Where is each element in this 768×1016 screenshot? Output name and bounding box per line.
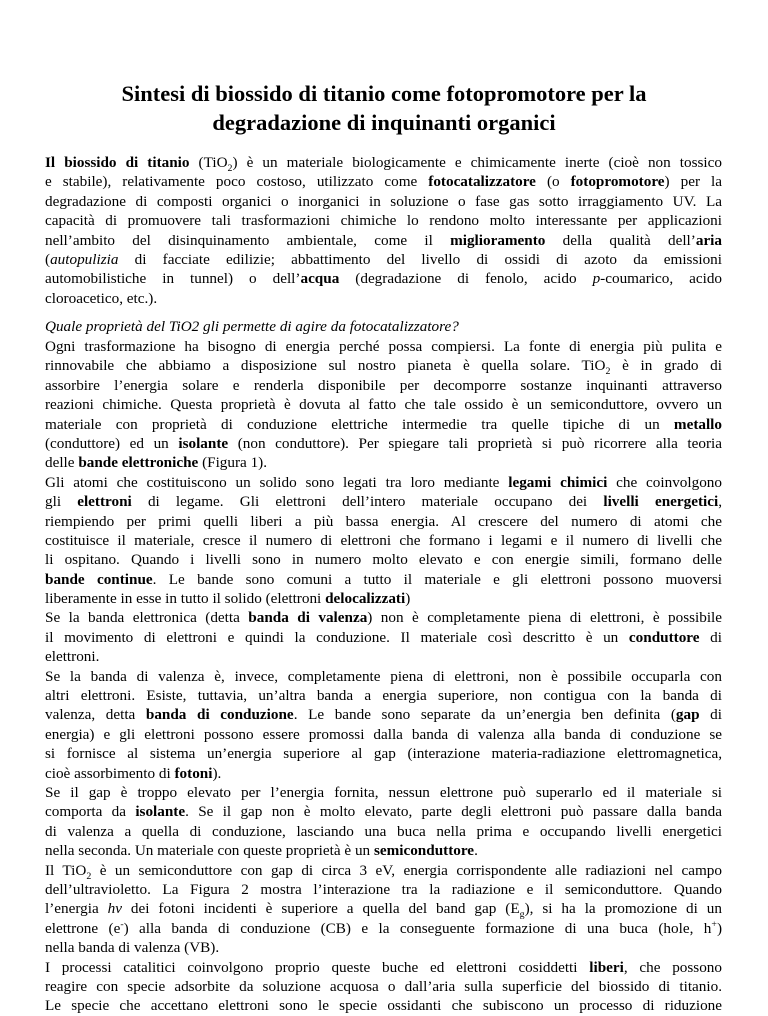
text-line: automobilistiche in tunnel) o dell’acqua (degradazione di fenolo, acido p-coumarico, acido: [45, 270, 723, 288]
text-line: dell’ultravioletto. La Figura 2 mostra l’interazione tra la radiazione e il semiconduttore. Quando: [45, 880, 722, 898]
text-line: nell’ambito del disinquinamento ambientale, come il miglioramento della qualità dell’aria: [45, 231, 722, 249]
text-line: cloroacetico, etc.).: [45, 289, 158, 307]
text-line: di valenza a quella di conduzione, lasciando una buca nella prima e occupando livelli energetici: [45, 822, 722, 840]
text-line: (conduttore) ed un isolante (non conduttore). Per spiegare tali proprietà si può ricorrere alla teoria: [45, 434, 722, 452]
text-line: materiale con proprietà di conduzione elettriche intermedie tra quelle tipiche di un metallo: [45, 415, 722, 433]
text-line: elettrone (e-) alla banda di conduzione (CB) e la conseguente formazione di una buca (hole, h+): [45, 918, 722, 937]
body-paragraphs: [45, 337, 722, 1016]
text-line: assorbire l’energia solare e renderla disponibile per decomporre sostanze inquinanti attraverso: [45, 376, 722, 394]
text-line: reazioni chimiche. Questa proprietà è dovuta al fatto che tale ossido è un semiconduttore, ovvero un: [45, 396, 722, 414]
text-line: l’energia hν dei fotoni incidenti è superiore a quella del band gap $(E_g)$, si ha la promozione di un: [45, 900, 722, 921]
text-line: Il biossido di titanio (TiO$_2$) è un materiale biologicamente e chimicamente inerte (cioè non tossico: [45, 154, 722, 175]
title-line-2: degradazione di inquinanti organici: [212, 110, 556, 135]
text-line: li ospitano. Quando i livelli sono in numero molto elevato e con energie simili, formano delle: [45, 551, 722, 569]
question-heading: [45, 317, 722, 336]
page-title: [60, 79, 708, 137]
text-line: nella seconda. Un materiale con queste proprietà è un semiconduttore.: [45, 842, 478, 860]
text-line: valenza, detta banda di conduzione. Le bande sono separate da un’energia ben definita (gap di: [45, 706, 722, 724]
text-line: nella banda di valenza (VB).: [45, 939, 220, 957]
text-line: si fornisce al sistema un’energia superiore al gap (interazione materia-radiazione elettromagnetica,: [45, 745, 722, 763]
text-line: e stabile), relativamente poco costoso, utilizzato come fotocatalizzatore (o fotopromotore) per la: [45, 173, 722, 191]
text-line: Se la banda di valenza è, invece, completamente piena di elettroni, non è possibile occuparla con: [45, 667, 722, 685]
text-line: rinnovabile che abbiamo a disposizione sul nostro pianeta è quella solare. TiO$_2$ è in grado di: [45, 357, 722, 378]
text-line: I processi catalitici coinvolgono proprio queste buche ed elettroni cosiddetti liberi, che possono: [45, 958, 722, 976]
text-line: delle bande elettroniche (Figura 1).: [45, 454, 268, 472]
title-line-1: Sintesi di biossido di titanio come fotopromotore per la: [121, 81, 647, 106]
text-line: riempiendo per primi quelli liberi a più bassa energia. Al crescere del numero di atomi che: [45, 512, 722, 530]
text-line: Se la banda elettronica (detta banda di valenza) non è completamente piena di elettroni, è possibile: [45, 609, 723, 627]
question-text: Quale proprietà del TiO2 gli permette di agire da fotocatalizzatore?: [45, 318, 459, 335]
text-line: Le specie che accettano elettroni sono le specie ossidanti che subiscono un processo di riduzione: [45, 997, 722, 1015]
text-line: liberamente in esse in tutto il solido (elettroni delocalizzati): [45, 590, 411, 608]
text-line: (autopulizia di facciate edilizie; abbattimento del livello di ossidi di azoto da emissioni: [45, 250, 722, 268]
text-line: altri elettroni. Esiste, tuttavia, un’altra banda a energia superiore, non contigua con la banda di: [45, 687, 722, 705]
text-line: energia) e gli elettroni possono essere promossi dalla banda di valenza alla banda di conduzione se: [45, 725, 722, 743]
text-line: comporta da isolante. Se il gap non è molto elevato, parte degli elettroni può passare dalla banda: [45, 803, 722, 821]
text-line: degradazione di composti organici o inorganici in soluzione o fase gas sotto irraggiamento UV. La: [45, 192, 722, 210]
text-line: reagire con specie adsorbite da soluzione acquosa o dall’aria sulla superficie del biossido di titanio.: [45, 977, 722, 995]
text-line: costituisce il materiale, cresce il numero di elettroni che formano i legami e il numero di livelli che: [45, 531, 722, 549]
text-line: elettroni.: [45, 648, 100, 666]
text-line: capacità di promuovere tali trasformazioni chimiche lo rendono molto interessante per applicazioni: [45, 212, 722, 230]
text-line: Il TiO$_2$ è un semiconduttore con gap di circa 3 eV, energia corrispondente alle radiazioni nel campo: [45, 861, 722, 882]
text-line: Gli atomi che costituiscono un solido sono legati tra loro mediante legami chimici che coinvolgono: [45, 473, 722, 491]
text-line: gli elettroni di legame. Gli elettroni dell’intero materiale occupano dei livelli energetici,: [45, 493, 722, 511]
text-line: Se il gap è troppo elevato per l’energia fornita, nessun elettrone può superarlo ed il materiale si: [45, 783, 722, 801]
text-line: cioè assorbimento di fotoni).: [45, 764, 222, 782]
text-line: il movimento di elettroni e quindi la conduzione. Il materiale così descritto è un conduttore di: [45, 628, 722, 646]
intro-paragraph: [45, 153, 722, 308]
text-line: bande continue. Le bande sono comuni a tutto il materiale e gli elettroni possono muoversi: [45, 570, 722, 588]
text-line: Ogni trasformazione ha bisogno di energia perché possa compiersi. La fonte di energia più pulita e: [45, 338, 722, 355]
